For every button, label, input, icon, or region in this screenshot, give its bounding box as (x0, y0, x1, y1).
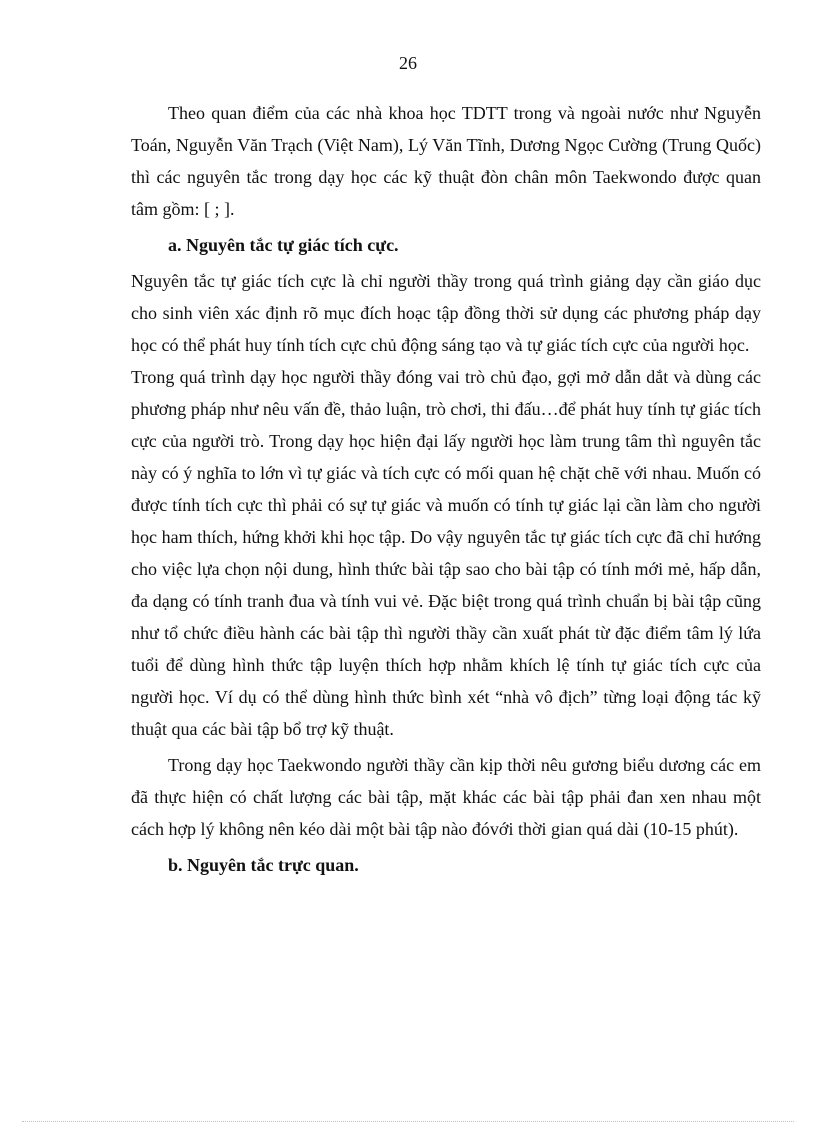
section-heading-b: b. Nguyên tắc trực quan. (168, 855, 359, 875)
intro-paragraph: Theo quan điểm của các nhà khoa học TDTT trong và ngoài nước như Nguyễn Toán, Nguyễn Văn Trạch (Việt Nam), Lý Văn Tĩnh, Dương Ngọc Cường (Trung Quốc) thì các nguyên tắc trong dạy học các kỹ thuật đòn chân môn Taekwondo được quan tâm gồm: [ ; ]. (131, 103, 761, 219)
section-heading-a: a. Nguyên tắc tự giác tích cực. (168, 235, 399, 255)
page-number: 26 (399, 53, 417, 73)
principle-definition-paragraph: Nguyên tắc tự giác tích cực là chỉ người thầy trong quá trình giảng dạy cần giáo dục cho sinh viên xác định rõ mục đích hoạc tập đồng thời sử dụng các phương pháp dạy học có thể phát huy tính tích cực chủ động sáng tạo và tự giác tích cực của người học. (131, 271, 761, 355)
taekwondo-teaching-paragraph: Trong dạy học Taekwondo người thầy cần kịp thời nêu gương biểu dương các em đã thực hiện có chất lượng các bài tập, mặt khác các bài tập phải đan xen nhau một cách hợp lý không nên kéo dài một bài tập nào đóvới thời gian quá dài (10-15 phút). (131, 755, 761, 839)
teacher-role-paragraph: Trong quá trình dạy học người thầy đóng vai trò chủ đạo, gợi mở dẫn dắt và dùng các phương pháp như nêu vấn đề, thảo luận, trò chơi, thi đấu…để phát huy tính tự giác tích cực của người trò. Trong dạy học hiện đại lấy người học làm trung tâm thì nguyên tắc này có ý nghĩa to lớn vì tự giác và tích cực có mối quan hệ chặt chẽ với nhau. Muốn có được tính tích cực thì phải có sự tự giác và muốn có tính tự giác lại cần làm cho người học ham thích, hứng khởi khi học tập. Do vậy nguyên tắc tự giác tích cực đã chỉ hướng cho việc lựa chọn nội dung, hình thức bài tập sao cho bài tập có tính mới mẻ, hấp dẫn, đa dạng có tính tranh đua và tính vui vẻ. Đặc biệt trong quá trình chuẩn bị bài tập cũng như tổ chức điều hành các bài tập thì người thầy cần xuất phát từ đặc điểm tâm lý lứa tuổi để dùng hình thức tập luyện thích hợp nhằm khích lệ tính tự giác tích cực của người học. Ví dụ có thể dùng hình thức bình xét “nhà vô địch” từng loại động tác kỹ thuật qua các bài tập bổ trợ kỹ thuật. (131, 367, 761, 739)
document-body (131, 97, 761, 881)
page-bottom-divider (22, 1121, 794, 1122)
